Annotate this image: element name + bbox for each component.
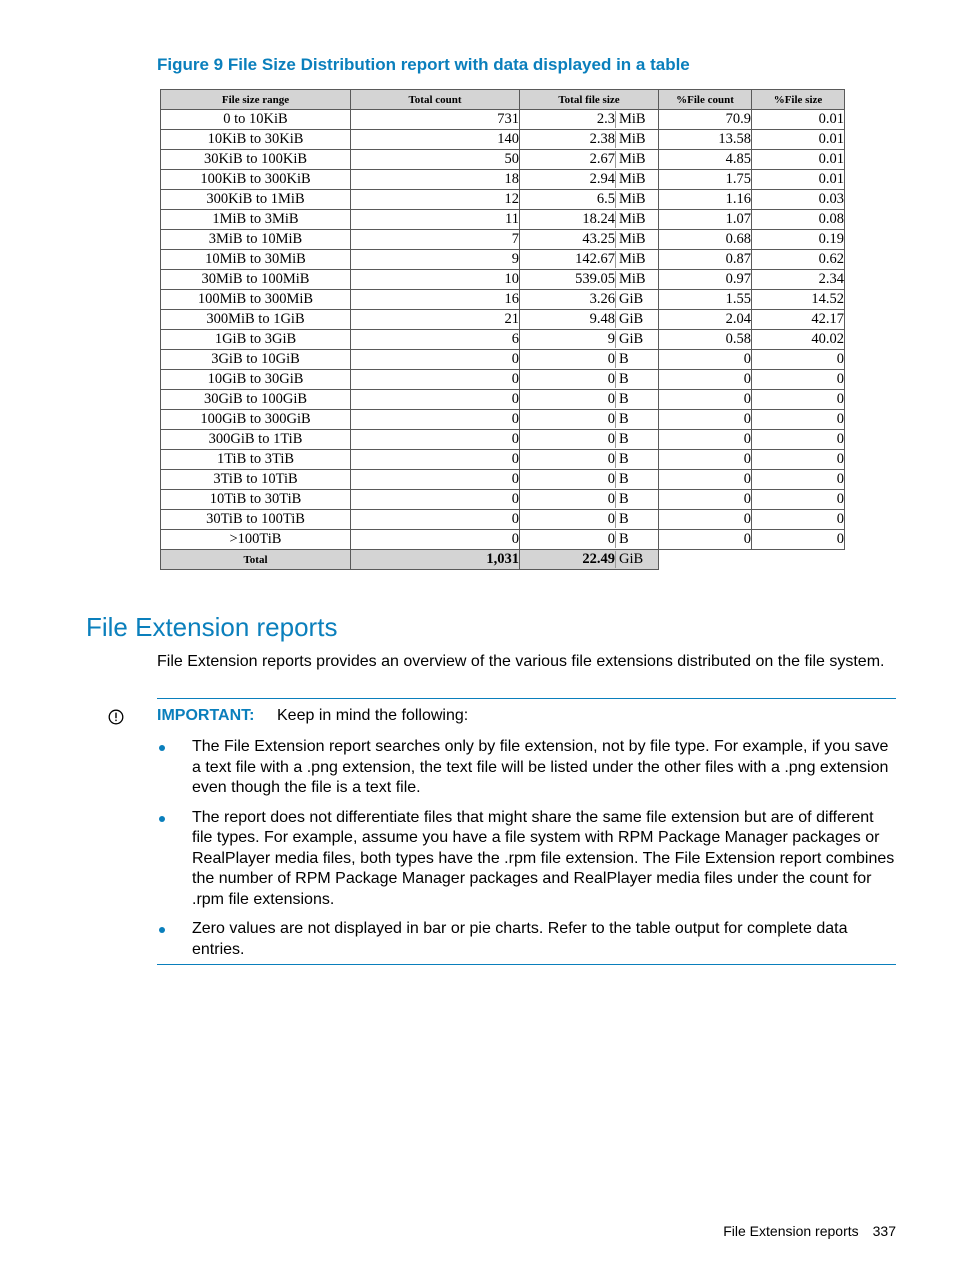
cell-total-file-size bbox=[520, 510, 659, 530]
cell-total-count: 0 bbox=[351, 370, 520, 390]
list-item bbox=[157, 808, 897, 911]
cell-size-unit: B bbox=[619, 431, 629, 447]
cell-size-unit: B bbox=[619, 351, 629, 367]
cell-pct-file-count: 0.58 bbox=[659, 330, 752, 350]
cell-size-unit: MiB bbox=[619, 251, 646, 267]
cell-file-size-range: 10TiB to 30TiB bbox=[161, 490, 351, 510]
cell-pct-file-size: 0.01 bbox=[752, 150, 845, 170]
total-count: 1,031 bbox=[351, 550, 520, 570]
cell-total-count: 7 bbox=[351, 230, 520, 250]
list-item bbox=[157, 737, 897, 799]
cell-total-count: 6 bbox=[351, 330, 520, 350]
cell-size-value: 18.24 bbox=[520, 211, 616, 228]
cell-pct-file-size: 40.02 bbox=[752, 330, 845, 350]
table-total-row bbox=[161, 550, 845, 570]
cell-file-size-range: 3GiB to 10GiB bbox=[161, 350, 351, 370]
bullet-text: Zero values are not displayed in bar or pie charts. Refer to the table output for complete data entries. bbox=[192, 920, 848, 958]
total-label: Total bbox=[161, 550, 351, 570]
figure-caption: Figure 9 File Size Distribution report with data displayed in a table bbox=[157, 55, 690, 74]
cell-pct-file-size: 0.03 bbox=[752, 190, 845, 210]
cell-pct-file-size: 0 bbox=[752, 430, 845, 450]
cell-pct-file-count: 0 bbox=[659, 470, 752, 490]
table-row bbox=[161, 150, 845, 170]
cell-pct-file-size: 0 bbox=[752, 370, 845, 390]
cell-pct-file-count: 0.87 bbox=[659, 250, 752, 270]
cell-total-count: 16 bbox=[351, 290, 520, 310]
cell-total-count: 0 bbox=[351, 530, 520, 550]
cell-size-unit: B bbox=[619, 511, 629, 527]
table-row bbox=[161, 230, 845, 250]
cell-size-value: 9.48 bbox=[520, 311, 616, 328]
cell-file-size-range: 3TiB to 10TiB bbox=[161, 470, 351, 490]
cell-size-value: 142.67 bbox=[520, 251, 616, 268]
cell-total-count: 21 bbox=[351, 310, 520, 330]
cell-file-size-range: 300MiB to 1GiB bbox=[161, 310, 351, 330]
header-pct-file-size: %File size bbox=[752, 90, 845, 110]
cell-total-file-size bbox=[520, 290, 659, 310]
cell-total-file-size bbox=[520, 350, 659, 370]
cell-pct-file-size: 0.01 bbox=[752, 130, 845, 150]
cell-total-count: 140 bbox=[351, 130, 520, 150]
table-header-row bbox=[161, 90, 845, 110]
cell-total-count: 731 bbox=[351, 110, 520, 130]
cell-pct-file-size: 0.62 bbox=[752, 250, 845, 270]
cell-pct-file-count: 13.58 bbox=[659, 130, 752, 150]
cell-size-unit: GiB bbox=[619, 311, 644, 327]
cell-file-size-range: 30MiB to 100MiB bbox=[161, 270, 351, 290]
cell-size-unit: B bbox=[619, 451, 629, 467]
cell-total-file-size bbox=[520, 110, 659, 130]
cell-total-count: 12 bbox=[351, 190, 520, 210]
cell-total-file-size bbox=[520, 450, 659, 470]
cell-file-size-range: 30TiB to 100TiB bbox=[161, 510, 351, 530]
table-row bbox=[161, 510, 845, 530]
header-file-size-range: File size range bbox=[161, 90, 351, 110]
cell-total-file-size bbox=[520, 370, 659, 390]
cell-pct-file-size: 0.19 bbox=[752, 230, 845, 250]
cell-size-unit: MiB bbox=[619, 111, 646, 127]
total-blank-cell bbox=[752, 550, 845, 570]
cell-pct-file-size: 0 bbox=[752, 350, 845, 370]
table-row bbox=[161, 130, 845, 150]
cell-total-count: 0 bbox=[351, 450, 520, 470]
cell-size-value: 0 bbox=[520, 351, 616, 368]
cell-file-size-range: 10GiB to 30GiB bbox=[161, 370, 351, 390]
table-row bbox=[161, 470, 845, 490]
cell-pct-file-count: 0 bbox=[659, 350, 752, 370]
header-total-count: Total count bbox=[351, 90, 520, 110]
table-row bbox=[161, 190, 845, 210]
cell-size-unit: GiB bbox=[619, 331, 644, 347]
cell-file-size-range: 1TiB to 3TiB bbox=[161, 450, 351, 470]
table-row bbox=[161, 290, 845, 310]
cell-total-count: 11 bbox=[351, 210, 520, 230]
bullet-icon bbox=[159, 745, 165, 751]
cell-size-value: 0 bbox=[520, 491, 616, 508]
footer-section-name: File Extension reports bbox=[723, 1223, 859, 1239]
cell-size-unit: B bbox=[619, 391, 629, 407]
cell-total-file-size bbox=[520, 190, 659, 210]
cell-size-value: 0 bbox=[520, 431, 616, 448]
cell-pct-file-size: 0 bbox=[752, 490, 845, 510]
table-row bbox=[161, 490, 845, 510]
bullet-icon bbox=[159, 927, 165, 933]
cell-size-unit: MiB bbox=[619, 271, 646, 287]
cell-size-value: 2.3 bbox=[520, 111, 616, 128]
cell-size-unit: MiB bbox=[619, 211, 646, 227]
bullet-text: The File Extension report searches only by file extension, not by file type. For example, if you save a text file with a .png extension, the text file will be listed under the other files with a .png extension even though the file is a text file. bbox=[192, 738, 889, 796]
cell-pct-file-size: 0 bbox=[752, 470, 845, 490]
cell-file-size-range: 300GiB to 1TiB bbox=[161, 430, 351, 450]
cell-file-size-range: 100KiB to 300KiB bbox=[161, 170, 351, 190]
cell-pct-file-count: 0 bbox=[659, 450, 752, 470]
intro-paragraph: File Extension reports provides an overview of the various file extensions distributed on the file system. bbox=[157, 653, 885, 670]
cell-size-unit: B bbox=[619, 491, 629, 507]
cell-total-file-size bbox=[520, 430, 659, 450]
cell-pct-file-count: 2.04 bbox=[659, 310, 752, 330]
cell-file-size-range: 100MiB to 300MiB bbox=[161, 290, 351, 310]
important-bullet-list bbox=[157, 737, 897, 969]
important-text: Keep in mind the following: bbox=[277, 707, 469, 724]
header-pct-file-count: %File count bbox=[659, 90, 752, 110]
cell-file-size-range: >100TiB bbox=[161, 530, 351, 550]
cell-pct-file-count: 0.68 bbox=[659, 230, 752, 250]
cell-size-value: 0 bbox=[520, 451, 616, 468]
cell-size-value: 0 bbox=[520, 531, 616, 548]
cell-file-size-range: 30KiB to 100KiB bbox=[161, 150, 351, 170]
table-row bbox=[161, 250, 845, 270]
cell-total-file-size bbox=[520, 150, 659, 170]
cell-size-unit: B bbox=[619, 471, 629, 487]
cell-size-unit: MiB bbox=[619, 151, 646, 167]
cell-size-value: 2.94 bbox=[520, 171, 616, 188]
cell-pct-file-size: 0.01 bbox=[752, 110, 845, 130]
cell-total-file-size bbox=[520, 530, 659, 550]
cell-total-file-size bbox=[520, 210, 659, 230]
total-size bbox=[520, 550, 659, 570]
cell-pct-file-count: 1.07 bbox=[659, 210, 752, 230]
cell-pct-file-count: 0 bbox=[659, 530, 752, 550]
cell-total-file-size bbox=[520, 250, 659, 270]
cell-pct-file-count: 0 bbox=[659, 370, 752, 390]
cell-size-value: 539.05 bbox=[520, 271, 616, 288]
cell-total-file-size bbox=[520, 170, 659, 190]
cell-total-file-size bbox=[520, 410, 659, 430]
table-row bbox=[161, 310, 845, 330]
cell-pct-file-size: 0 bbox=[752, 510, 845, 530]
table-row bbox=[161, 350, 845, 370]
cell-pct-file-size: 0 bbox=[752, 390, 845, 410]
table-row bbox=[161, 170, 845, 190]
cell-file-size-range: 0 to 10KiB bbox=[161, 110, 351, 130]
cell-total-file-size bbox=[520, 270, 659, 290]
cell-size-unit: MiB bbox=[619, 131, 646, 147]
page-footer bbox=[723, 1223, 896, 1239]
cell-total-count: 50 bbox=[351, 150, 520, 170]
table-row bbox=[161, 430, 845, 450]
bullet-icon bbox=[159, 816, 165, 822]
warning-circle-icon bbox=[108, 709, 124, 725]
cell-total-file-size bbox=[520, 310, 659, 330]
cell-pct-file-count: 1.16 bbox=[659, 190, 752, 210]
cell-total-file-size bbox=[520, 230, 659, 250]
table-row bbox=[161, 270, 845, 290]
cell-size-value: 6.5 bbox=[520, 191, 616, 208]
cell-total-count: 0 bbox=[351, 510, 520, 530]
page-number: 337 bbox=[872, 1223, 896, 1239]
cell-file-size-range: 1GiB to 3GiB bbox=[161, 330, 351, 350]
total-blank-cell bbox=[659, 550, 752, 570]
cell-pct-file-size: 2.34 bbox=[752, 270, 845, 290]
cell-pct-file-count: 1.75 bbox=[659, 170, 752, 190]
cell-pct-file-size: 14.52 bbox=[752, 290, 845, 310]
important-top-rule bbox=[157, 698, 896, 699]
cell-pct-file-size: 0.01 bbox=[752, 170, 845, 190]
total-size-unit: GiB bbox=[619, 551, 644, 567]
cell-size-value: 0 bbox=[520, 411, 616, 428]
table-row bbox=[161, 450, 845, 470]
cell-size-value: 0 bbox=[520, 471, 616, 488]
file-size-distribution-table bbox=[160, 89, 845, 570]
cell-size-value: 0 bbox=[520, 511, 616, 528]
cell-total-file-size bbox=[520, 470, 659, 490]
cell-size-unit: MiB bbox=[619, 171, 646, 187]
cell-size-value: 0 bbox=[520, 371, 616, 388]
cell-size-unit: MiB bbox=[619, 231, 646, 247]
cell-pct-file-count: 0 bbox=[659, 490, 752, 510]
cell-total-count: 0 bbox=[351, 490, 520, 510]
cell-pct-file-size: 0.08 bbox=[752, 210, 845, 230]
cell-file-size-range: 1MiB to 3MiB bbox=[161, 210, 351, 230]
cell-size-unit: GiB bbox=[619, 291, 644, 307]
cell-total-count: 0 bbox=[351, 430, 520, 450]
header-total-file-size: Total file size bbox=[520, 90, 659, 110]
cell-total-file-size bbox=[520, 330, 659, 350]
cell-size-value: 9 bbox=[520, 331, 616, 348]
cell-total-count: 18 bbox=[351, 170, 520, 190]
cell-file-size-range: 100GiB to 300GiB bbox=[161, 410, 351, 430]
important-bottom-rule bbox=[157, 964, 896, 965]
table-row bbox=[161, 410, 845, 430]
cell-pct-file-size: 0 bbox=[752, 530, 845, 550]
cell-total-count: 0 bbox=[351, 350, 520, 370]
cell-pct-file-count: 0 bbox=[659, 430, 752, 450]
cell-pct-file-count: 0 bbox=[659, 510, 752, 530]
cell-total-count: 0 bbox=[351, 410, 520, 430]
cell-pct-file-size: 42.17 bbox=[752, 310, 845, 330]
cell-total-file-size bbox=[520, 490, 659, 510]
table-row bbox=[161, 210, 845, 230]
cell-file-size-range: 3MiB to 10MiB bbox=[161, 230, 351, 250]
table-row bbox=[161, 530, 845, 550]
cell-size-unit: B bbox=[619, 371, 629, 387]
total-size-value: 22.49 bbox=[520, 551, 616, 568]
cell-total-count: 0 bbox=[351, 390, 520, 410]
cell-pct-file-count: 1.55 bbox=[659, 290, 752, 310]
cell-pct-file-count: 70.9 bbox=[659, 110, 752, 130]
cell-size-unit: MiB bbox=[619, 191, 646, 207]
cell-total-count: 0 bbox=[351, 470, 520, 490]
section-title: File Extension reports bbox=[86, 612, 338, 642]
cell-pct-file-size: 0 bbox=[752, 410, 845, 430]
table-row bbox=[161, 330, 845, 350]
cell-size-unit: B bbox=[619, 411, 629, 427]
cell-pct-file-count: 0 bbox=[659, 390, 752, 410]
cell-total-file-size bbox=[520, 130, 659, 150]
list-item bbox=[157, 919, 897, 960]
cell-size-unit: B bbox=[619, 531, 629, 547]
table-row bbox=[161, 110, 845, 130]
table-row bbox=[161, 370, 845, 390]
cell-file-size-range: 10MiB to 30MiB bbox=[161, 250, 351, 270]
cell-file-size-range: 300KiB to 1MiB bbox=[161, 190, 351, 210]
cell-size-value: 43.25 bbox=[520, 231, 616, 248]
cell-total-count: 10 bbox=[351, 270, 520, 290]
cell-size-value: 0 bbox=[520, 391, 616, 408]
cell-pct-file-size: 0 bbox=[752, 450, 845, 470]
cell-file-size-range: 30GiB to 100GiB bbox=[161, 390, 351, 410]
cell-size-value: 2.38 bbox=[520, 131, 616, 148]
table-row bbox=[161, 390, 845, 410]
important-label: IMPORTANT: bbox=[157, 707, 255, 724]
bullet-text: The report does not differentiate files that might share the same file extension but are of different file types. For example, assume you have a file system with RPM Package Manager packages or RealPlayer media files, both types have the .rpm file extension. The File Extension report combines the number of RPM Package Manager packages and RealPlayer media files under the count for .rpm file extensions. bbox=[192, 808, 895, 908]
cell-size-value: 2.67 bbox=[520, 151, 616, 168]
cell-pct-file-count: 4.85 bbox=[659, 150, 752, 170]
cell-pct-file-count: 0.97 bbox=[659, 270, 752, 290]
cell-file-size-range: 10KiB to 30KiB bbox=[161, 130, 351, 150]
cell-total-file-size bbox=[520, 390, 659, 410]
cell-size-value: 3.26 bbox=[520, 291, 616, 308]
cell-pct-file-count: 0 bbox=[659, 410, 752, 430]
cell-total-count: 9 bbox=[351, 250, 520, 270]
